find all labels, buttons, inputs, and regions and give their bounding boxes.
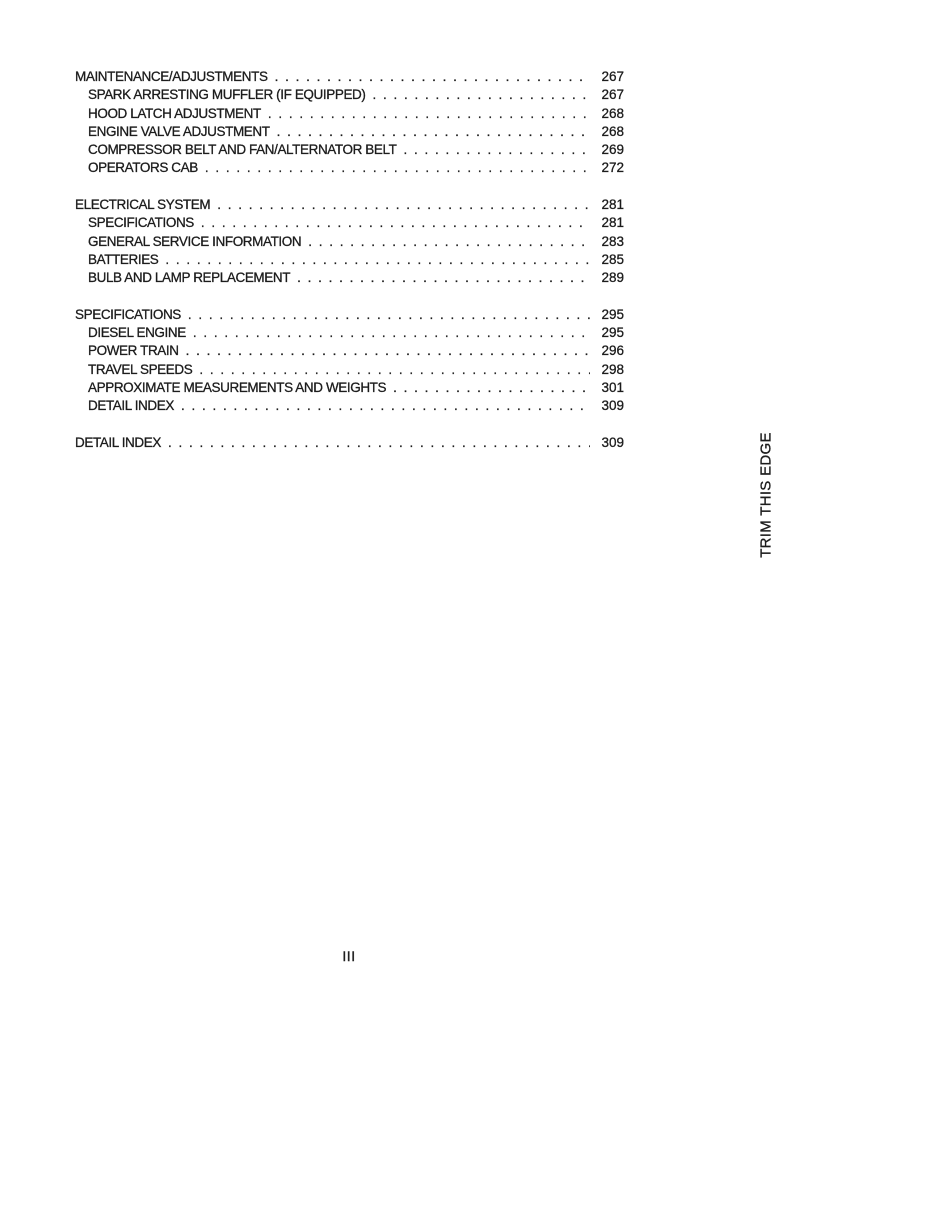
dot-leader [275, 68, 590, 86]
dot-leader [188, 306, 590, 324]
toc-entry [75, 214, 624, 232]
toc-entry-page: 269 [601, 142, 624, 158]
toc-section [75, 68, 624, 178]
toc-entry-page: 268 [601, 123, 624, 139]
dot-leader [393, 379, 590, 397]
page-number: III [342, 948, 356, 964]
toc-entry-page: 267 [601, 69, 624, 84]
toc-entry-page: 283 [601, 233, 624, 249]
toc-entry-page: 295 [601, 325, 624, 341]
toc-entry-page: 281 [601, 215, 624, 231]
toc-entry-page: 295 [601, 306, 624, 322]
toc-entry-title: ENGINE VALVE ADJUSTMENT [88, 123, 270, 139]
toc-entry [75, 342, 624, 360]
toc-entry-title: DIESEL ENGINE [88, 325, 186, 341]
toc-entry-title: BULB AND LAMP REPLACEMENT [88, 270, 291, 286]
toc-entry-page: 281 [601, 197, 624, 213]
toc-entry [75, 123, 624, 141]
toc-entry [75, 434, 624, 452]
dot-leader [168, 434, 590, 452]
toc-entry [75, 159, 624, 177]
toc-entry [75, 379, 624, 397]
toc-section [75, 196, 624, 287]
toc-entry-page: 301 [601, 380, 624, 396]
toc-entry [75, 196, 624, 214]
toc-entry-title: HOOD LATCH ADJUSTMENT [88, 105, 261, 121]
toc-entry-title: DETAIL INDEX [88, 398, 174, 414]
toc-entry-page: 268 [601, 105, 624, 121]
toc-entry [75, 141, 624, 159]
dot-leader [181, 397, 590, 415]
toc-entry [75, 397, 624, 415]
dot-leader [193, 324, 590, 342]
toc-entry [75, 251, 624, 269]
toc-entry-page: 289 [601, 270, 624, 286]
toc-section [75, 434, 624, 452]
toc-entry-title: GENERAL SERVICE INFORMATION [88, 233, 302, 249]
dot-leader [205, 159, 590, 177]
toc-entry-title: TRAVEL SPEEDS [88, 361, 193, 377]
toc-entry-page: 298 [601, 361, 624, 377]
dot-leader [268, 105, 590, 123]
toc-entry-title: COMPRESSOR BELT AND FAN/ALTERNATOR BELT [88, 142, 397, 158]
table-of-contents [75, 68, 624, 452]
dot-leader [165, 251, 590, 269]
toc-entry-page: 272 [601, 160, 624, 176]
dot-leader [201, 214, 590, 232]
dot-leader [403, 141, 590, 159]
toc-entry-title: SPARK ARRESTING MUFFLER (IF EQUIPPED) [88, 87, 366, 103]
toc-entry [75, 324, 624, 342]
toc-entry [75, 306, 624, 324]
dot-leader [199, 361, 590, 379]
dot-leader [373, 86, 591, 104]
toc-entry [75, 68, 624, 86]
dot-leader [217, 196, 590, 214]
toc-entry-page: 285 [601, 251, 624, 267]
dot-leader [308, 233, 590, 251]
toc-entry-title: BATTERIES [88, 251, 159, 267]
toc-entry-page: 296 [601, 343, 624, 359]
toc-entry-title: SPECIFICATIONS [75, 306, 181, 322]
dot-leader [297, 269, 590, 287]
toc-entry-page: 309 [601, 434, 624, 450]
toc-entry [75, 269, 624, 287]
toc-entry-page: 309 [601, 398, 624, 414]
toc-entry [75, 233, 624, 251]
toc-entry-title: SPECIFICATIONS [88, 215, 194, 231]
toc-entry-title: APPROXIMATE MEASUREMENTS AND WEIGHTS [88, 380, 387, 396]
dot-leader [277, 123, 590, 141]
toc-entry-title: MAINTENANCE/ADJUSTMENTS [75, 69, 268, 84]
toc-section [75, 306, 624, 416]
toc-entry-title: OPERATORS CAB [88, 160, 198, 176]
toc-entry-title: DETAIL INDEX [75, 434, 161, 450]
toc-entry-title: POWER TRAIN [88, 343, 179, 359]
toc-entry [75, 86, 624, 104]
toc-entry-title: ELECTRICAL SYSTEM [75, 197, 211, 213]
toc-entry [75, 105, 624, 123]
toc-entry-page: 267 [601, 87, 624, 103]
trim-edge-label: TRIM THIS EDGE [757, 432, 775, 558]
dot-leader [186, 342, 590, 360]
toc-entry [75, 361, 624, 379]
